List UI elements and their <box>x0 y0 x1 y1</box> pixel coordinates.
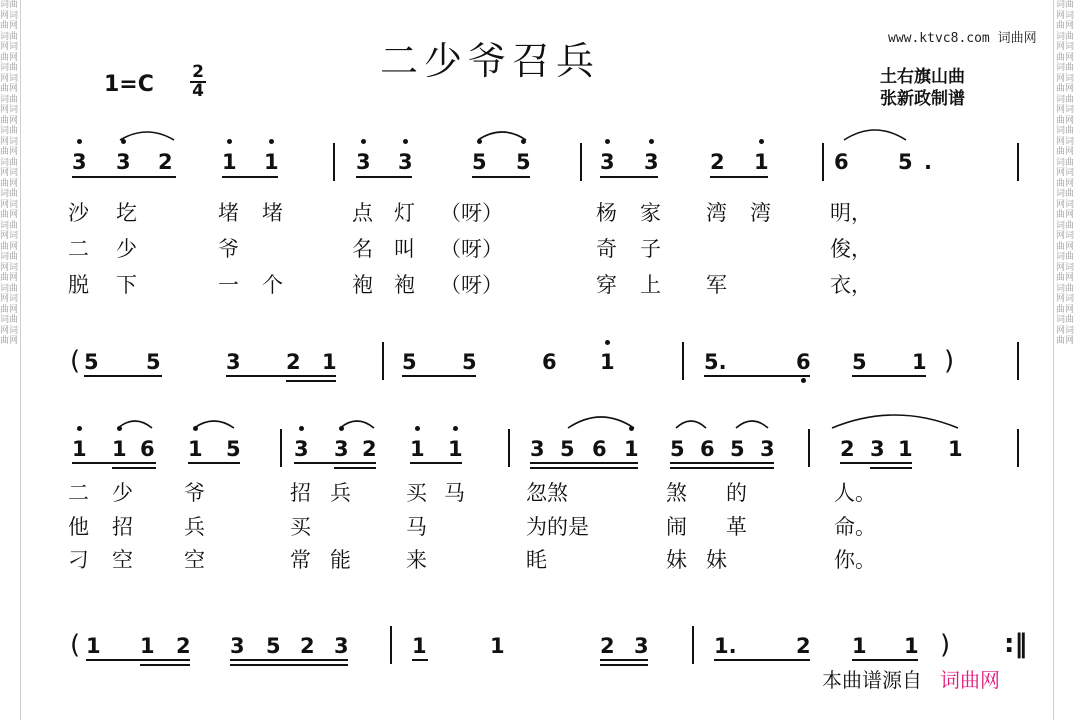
note: 2 <box>710 150 725 174</box>
beam <box>840 462 912 464</box>
octave-dot <box>77 426 82 431</box>
note: 1 <box>448 437 463 461</box>
note: 1. <box>714 634 737 658</box>
octave-dot <box>361 139 366 144</box>
lyric: 你。 <box>834 548 876 572</box>
lyric: 奇 <box>596 237 617 261</box>
lyric: 空 <box>184 548 205 572</box>
lyric: 能 <box>330 548 351 572</box>
note: 5 <box>472 150 487 174</box>
lyric: 军 <box>706 273 727 297</box>
lyric: 叫 <box>394 237 415 261</box>
lyric: 少 <box>116 237 137 261</box>
note: 3 <box>334 437 349 461</box>
beam <box>72 176 176 178</box>
lyric: 妹 <box>706 548 727 572</box>
note: 1 <box>222 150 237 174</box>
slur <box>118 128 176 142</box>
octave-dot <box>403 139 408 144</box>
lyric: 买 <box>290 515 311 539</box>
lyric: 革 <box>726 515 747 539</box>
octave-dot <box>415 426 420 431</box>
beam <box>72 462 156 464</box>
octave-dot <box>77 139 82 144</box>
time-bottom: 4 <box>192 81 204 101</box>
lyric: 堵 <box>262 201 283 225</box>
lyric: 闹 <box>666 515 687 539</box>
octave-dot <box>649 139 654 144</box>
lyric: 买 <box>406 481 427 505</box>
lyric: 眊 <box>526 548 547 572</box>
note: 2 <box>600 634 615 658</box>
beam <box>670 467 774 469</box>
beam <box>852 659 918 661</box>
lyric: 明， <box>830 201 872 225</box>
note: 3 <box>72 150 87 174</box>
note: 6 <box>140 437 155 461</box>
lyric: 招 <box>290 481 311 505</box>
octave-dot <box>605 340 610 345</box>
lyric: 穿 <box>596 273 617 297</box>
note: 3 <box>356 150 371 174</box>
note: 1 <box>898 437 913 461</box>
lyric: 常 <box>290 548 311 572</box>
lyric: 湾 <box>706 201 727 225</box>
note: 3 <box>398 150 413 174</box>
octave-dot <box>269 139 274 144</box>
credit-transcriber: 张新政制谱 <box>880 89 965 109</box>
note: 2 <box>840 437 855 461</box>
slur <box>674 416 708 430</box>
lyric: 袍 <box>394 273 415 297</box>
note: 3 <box>870 437 885 461</box>
left-border <box>20 0 21 720</box>
beam <box>600 176 658 178</box>
slur <box>734 416 770 430</box>
lyric: （呀） <box>440 237 503 261</box>
note: 5 <box>670 437 685 461</box>
song-title: 二少爷召兵 <box>380 39 601 83</box>
lyric: 兵 <box>184 515 205 539</box>
beam <box>870 467 912 469</box>
lyric: 上 <box>640 273 661 297</box>
note: 5 <box>402 350 417 374</box>
lyric: 马 <box>406 515 427 539</box>
note: 2 <box>158 150 173 174</box>
barline <box>682 342 684 380</box>
beam <box>356 176 412 178</box>
right-border <box>1053 0 1054 720</box>
note: 2 <box>796 634 811 658</box>
lyric: 人。 <box>834 481 876 505</box>
beam <box>710 176 768 178</box>
beam <box>334 467 376 469</box>
barline <box>1017 342 1019 380</box>
key-signature: 1=C <box>104 72 154 97</box>
note: 6 <box>834 150 849 174</box>
beam <box>530 467 638 469</box>
note: 1 <box>948 437 963 461</box>
beam <box>852 375 926 377</box>
barline <box>822 143 824 181</box>
beam <box>84 375 162 377</box>
lyric: 脱 <box>68 273 89 297</box>
lyric: 灯 <box>394 201 415 225</box>
beam <box>670 462 774 464</box>
note: 1 <box>852 634 867 658</box>
lyric: 俊， <box>830 237 872 261</box>
note: 2 <box>300 634 315 658</box>
slur <box>476 128 528 142</box>
close-paren: ) <box>940 630 951 660</box>
note: 1 <box>412 634 427 658</box>
barline <box>1017 429 1019 467</box>
beam <box>140 664 190 666</box>
beam <box>402 375 476 377</box>
watermark-left: 词曲网词曲网词曲网词曲网词曲网词曲网词曲网词曲网词曲网词曲网词曲网词曲网词曲网词曲网词曲网词曲网词曲网词曲网词曲网词曲网词曲网词曲网 <box>0 0 18 346</box>
note: 1 <box>322 350 337 374</box>
note: 3 <box>644 150 659 174</box>
lyric: 刁 <box>68 548 89 572</box>
open-paren: ( <box>70 630 81 660</box>
watermark-right: 词曲网词曲网词曲网词曲网词曲网词曲网词曲网词曲网词曲网词曲网词曲网词曲网词曲网词曲网词曲网词曲网词曲网词曲网词曲网词曲网词曲网词曲网 <box>1056 0 1074 346</box>
note: 5 <box>730 437 745 461</box>
note: 5 <box>852 350 867 374</box>
note: 3 <box>634 634 649 658</box>
note: 5 <box>462 350 477 374</box>
lyric: 二 <box>68 237 89 261</box>
slur <box>192 416 236 430</box>
lyric: 忽煞 <box>526 481 568 505</box>
slur <box>116 416 154 430</box>
note: 2 <box>362 437 377 461</box>
note: 1 <box>624 437 639 461</box>
note: 1 <box>72 437 87 461</box>
note: 1 <box>410 437 425 461</box>
lyric: 煞 <box>666 481 687 505</box>
octave-dot <box>605 139 610 144</box>
lyric: 个 <box>262 273 283 297</box>
note: 1 <box>140 634 155 658</box>
lyric: （呀） <box>440 201 503 225</box>
note: 3 <box>230 634 245 658</box>
note: 1 <box>86 634 101 658</box>
close-paren: ) <box>944 346 955 376</box>
beam <box>600 659 648 661</box>
note: 5 <box>898 150 913 174</box>
barline <box>382 342 384 380</box>
note: 3 <box>116 150 131 174</box>
lyric: （呀） <box>440 273 503 297</box>
note: 2 <box>286 350 301 374</box>
credit-composer: 土右旗山曲 <box>880 67 965 87</box>
octave-dot <box>453 426 458 431</box>
note: 5 <box>226 437 241 461</box>
note: 6 <box>700 437 715 461</box>
note: 1 <box>490 634 505 658</box>
beam <box>226 375 336 377</box>
note: 3 <box>294 437 309 461</box>
lyric: 爷 <box>184 481 205 505</box>
note: 5 <box>560 437 575 461</box>
footer-source <box>822 664 1000 693</box>
beam <box>222 176 278 178</box>
beam <box>286 380 336 382</box>
lyric: 家 <box>640 201 661 225</box>
footer-brand-link[interactable]: 词曲网 <box>940 668 1000 692</box>
barline <box>808 429 810 467</box>
lyric: 爷 <box>218 237 239 261</box>
note: 1 <box>264 150 279 174</box>
note: 3 <box>600 150 615 174</box>
lyric: 沙 <box>68 201 89 225</box>
lyric: 二 <box>68 481 89 505</box>
lyric: 招 <box>112 515 133 539</box>
beam <box>230 664 348 666</box>
beam <box>230 659 348 661</box>
lyric: 湾 <box>750 201 771 225</box>
lyric: 下 <box>116 273 137 297</box>
beam <box>86 659 190 661</box>
beam <box>188 462 240 464</box>
website-url[interactable]: www.ktvc8.com 词曲网 <box>888 31 1037 46</box>
beam <box>410 462 462 464</box>
footer-source-text: 本曲谱源自 <box>822 668 922 692</box>
note: 1 <box>904 634 919 658</box>
beam <box>472 176 530 178</box>
beam <box>600 664 648 666</box>
barline <box>692 626 694 664</box>
credits <box>880 66 965 110</box>
note: 5 <box>84 350 99 374</box>
lyric: 命。 <box>834 515 876 539</box>
lyric: 妹 <box>666 548 687 572</box>
lyric: 空 <box>112 548 133 572</box>
repeat-sign: :‖ <box>1004 629 1028 659</box>
lyric: 兵 <box>330 481 351 505</box>
beam <box>704 375 810 377</box>
note: 5. <box>704 350 727 374</box>
note: 5 <box>146 350 161 374</box>
lyric: 为的是 <box>526 515 589 539</box>
lyric: 堵 <box>218 201 239 225</box>
lyric: 子 <box>640 237 661 261</box>
note: 1 <box>188 437 203 461</box>
lyric: 圪 <box>116 201 137 225</box>
note: 2 <box>176 634 191 658</box>
lyric: 名 <box>352 237 373 261</box>
lyric: 杨 <box>596 201 617 225</box>
beam <box>112 467 156 469</box>
lyric: 衣， <box>830 273 872 297</box>
note: 6 <box>796 350 811 374</box>
time-signature <box>190 64 206 100</box>
lyric: 他 <box>68 515 89 539</box>
note: 1 <box>754 150 769 174</box>
note: 6 <box>592 437 607 461</box>
lyric: 少 <box>112 481 133 505</box>
lyric: 马 <box>444 481 465 505</box>
note: 6 <box>542 350 557 374</box>
octave-dot <box>299 426 304 431</box>
beam <box>412 659 428 661</box>
beam <box>530 462 638 464</box>
slur <box>338 416 376 430</box>
barline <box>508 429 510 467</box>
note: 1 <box>912 350 927 374</box>
barline <box>333 143 335 181</box>
octave-dot <box>759 139 764 144</box>
octave-dot <box>227 139 232 144</box>
note: 3 <box>226 350 241 374</box>
barline <box>280 429 282 467</box>
note: 3 <box>760 437 775 461</box>
lyric: 点 <box>352 201 373 225</box>
lyric: 来 <box>406 548 427 572</box>
beam <box>714 659 810 661</box>
barline <box>1017 143 1019 181</box>
note-dot: . <box>924 150 932 174</box>
beam <box>294 462 376 464</box>
time-top: 2 <box>192 62 204 82</box>
low-octave-dot <box>801 378 806 383</box>
slur <box>842 126 908 142</box>
lyric: 袍 <box>352 273 373 297</box>
note: 5 <box>266 634 281 658</box>
lyric: 一 <box>218 273 239 297</box>
slur <box>566 412 636 430</box>
open-paren: ( <box>70 346 81 376</box>
note: 5 <box>516 150 531 174</box>
lyric: 的 <box>726 481 747 505</box>
barline <box>390 626 392 664</box>
note: 3 <box>530 437 545 461</box>
slur <box>830 410 960 430</box>
note: 3 <box>334 634 349 658</box>
note: 1 <box>112 437 127 461</box>
note: 1 <box>600 350 615 374</box>
barline <box>580 143 582 181</box>
